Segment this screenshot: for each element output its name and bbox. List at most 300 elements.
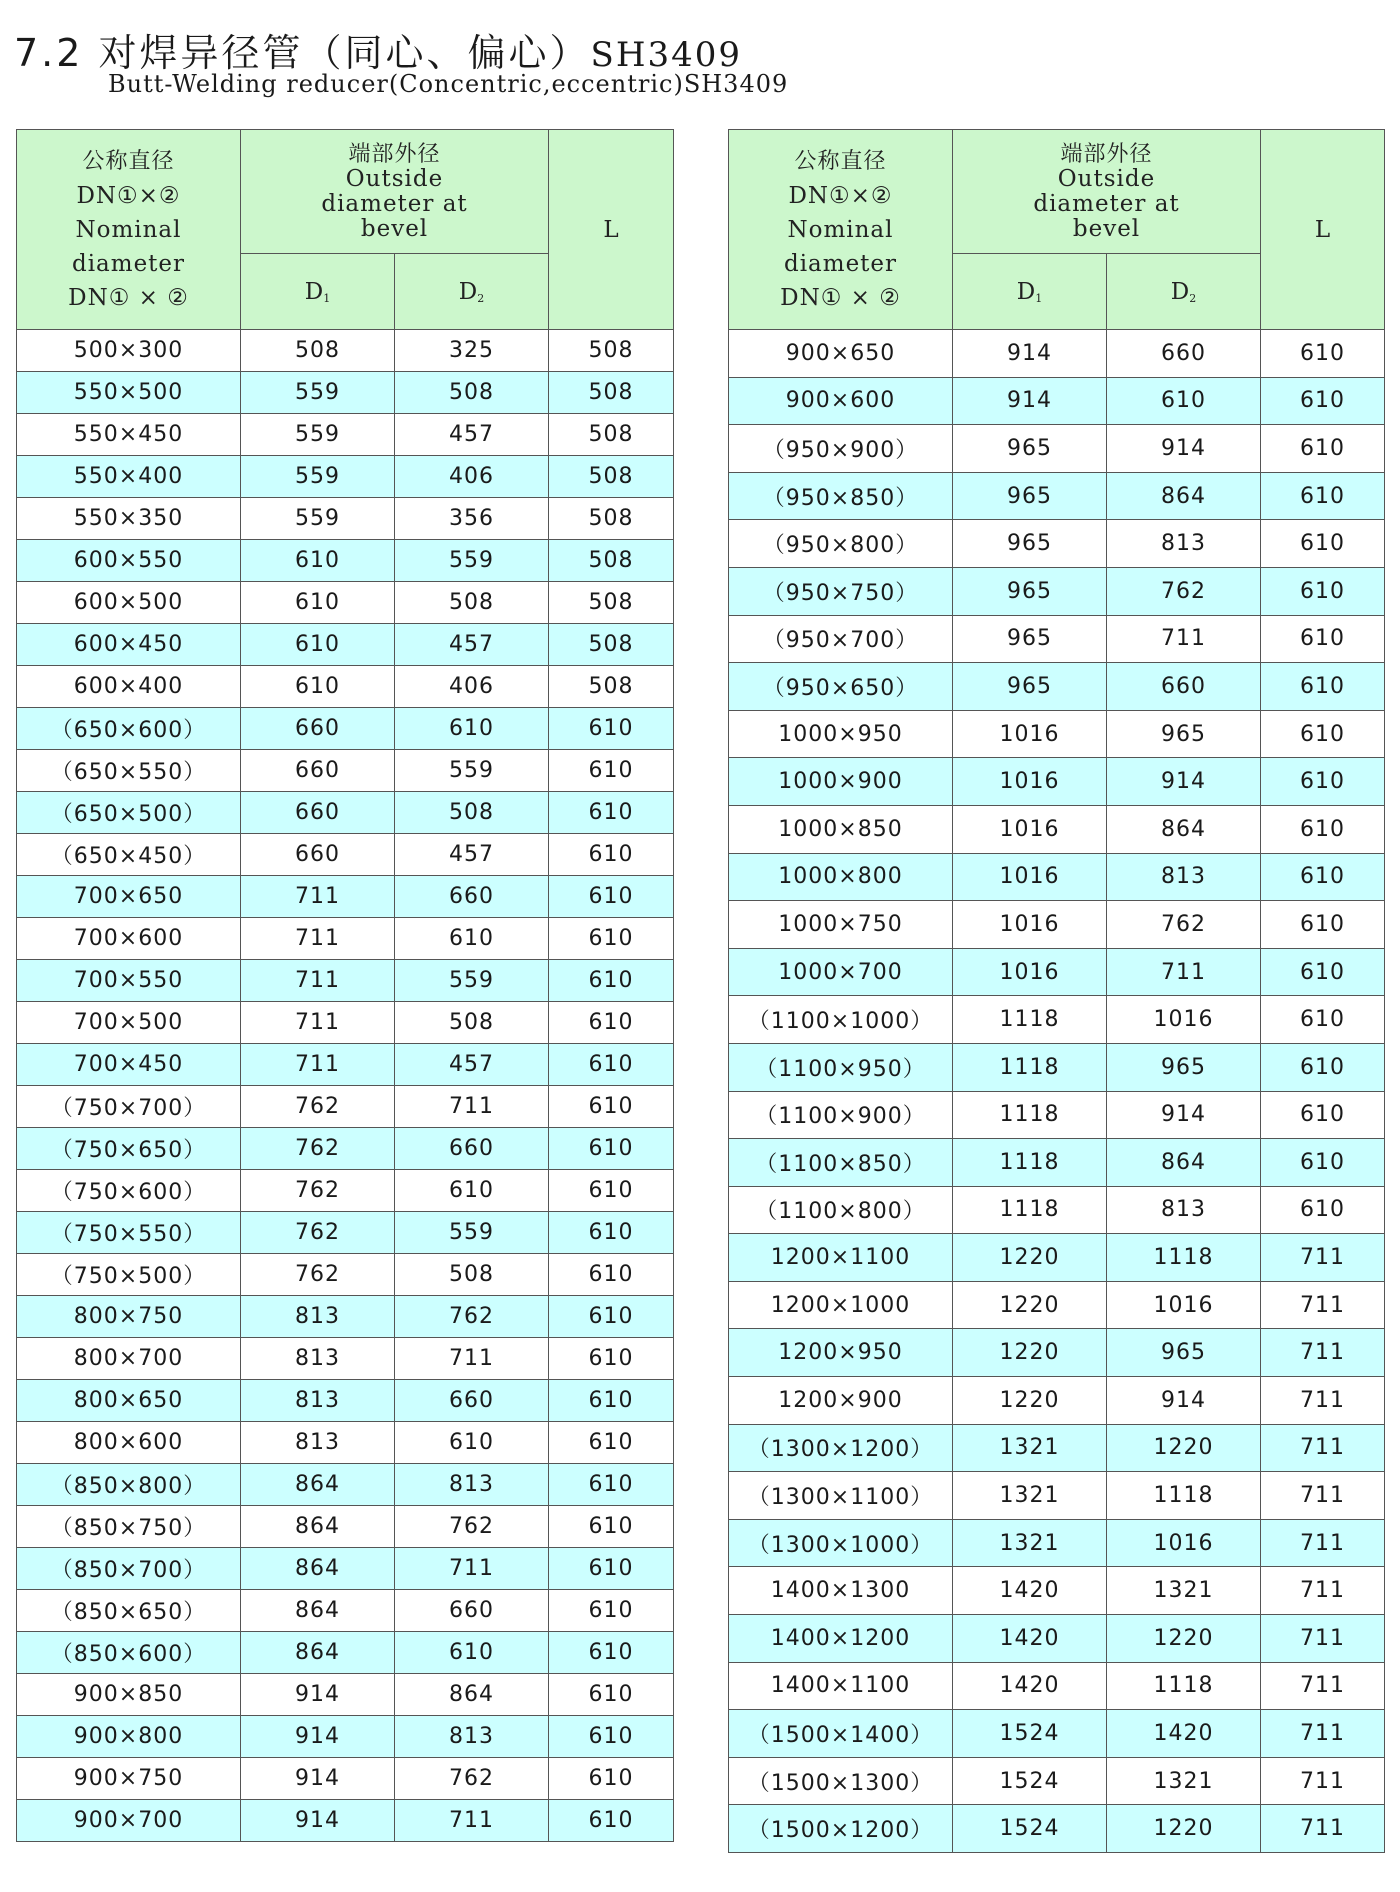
cell-d2: 610 — [395, 918, 549, 960]
reducer-table-left — [16, 129, 674, 1842]
cell-d2: 660 — [395, 1590, 549, 1632]
table-row — [729, 853, 1385, 901]
cell-d2: 864 — [395, 1674, 549, 1716]
cell-d2: 711 — [395, 1800, 549, 1842]
cell-d2: 610 — [1107, 377, 1261, 425]
header-d1-subscript: 1 — [323, 291, 331, 305]
cell-d2: 457 — [395, 414, 549, 456]
header-od-cn: 端部外径 — [1060, 141, 1153, 167]
cell-d2: 406 — [395, 666, 549, 708]
cell-d1: 1220 — [953, 1329, 1107, 1377]
title-standard-code: SH3409 — [590, 35, 743, 75]
table-row — [729, 1472, 1385, 1520]
cell-length: 610 — [1261, 901, 1385, 949]
table-row — [729, 1757, 1385, 1805]
cell-nominal-size: 700×450 — [17, 1044, 241, 1086]
cell-nominal-size: （1500×1300） — [729, 1757, 953, 1805]
cell-d2: 1220 — [1107, 1615, 1261, 1663]
cell-d1: 965 — [953, 472, 1107, 520]
cell-d2: 559 — [395, 960, 549, 1002]
cell-nominal-size: 600×450 — [17, 624, 241, 666]
title-chinese: 对焊异径管（同心、偏心） — [98, 31, 591, 75]
cell-d1: 610 — [241, 624, 395, 666]
cell-d2: 508 — [395, 1002, 549, 1044]
cell-d1: 813 — [241, 1422, 395, 1464]
cell-length: 610 — [549, 1254, 674, 1296]
cell-d2: 325 — [395, 330, 549, 372]
cell-nominal-size: （1100×1000） — [729, 996, 953, 1044]
cell-length: 610 — [1261, 710, 1385, 758]
cell-nominal-size: 900×750 — [17, 1758, 241, 1800]
cell-d1: 1118 — [953, 1186, 1107, 1234]
cell-d2: 914 — [1107, 425, 1261, 473]
header-d2-letter: D — [458, 278, 478, 305]
cell-d1: 711 — [241, 918, 395, 960]
cell-length: 610 — [1261, 1186, 1385, 1234]
header-nominal-cn: 公称直径 — [82, 148, 175, 174]
cell-d1: 1016 — [953, 805, 1107, 853]
cell-length: 711 — [1261, 1234, 1385, 1282]
cell-d1: 660 — [241, 792, 395, 834]
cell-d2: 356 — [395, 498, 549, 540]
cell-d2: 508 — [395, 1254, 549, 1296]
header-d1 — [241, 254, 395, 330]
cell-nominal-size: 1000×700 — [729, 948, 953, 996]
header-d1-subscript: 1 — [1035, 291, 1043, 305]
cell-d2: 1118 — [1107, 1234, 1261, 1282]
cell-d2: 1118 — [1107, 1472, 1261, 1520]
table-row — [17, 1044, 674, 1086]
cell-d2: 965 — [1107, 1043, 1261, 1091]
cell-length: 610 — [549, 1716, 674, 1758]
cell-d2: 610 — [395, 1170, 549, 1212]
cell-nominal-size: 1000×900 — [729, 758, 953, 806]
cell-d1: 1016 — [953, 948, 1107, 996]
cell-length: 610 — [549, 1296, 674, 1338]
cell-d2: 610 — [395, 708, 549, 750]
cell-length: 508 — [549, 498, 674, 540]
cell-d1: 864 — [241, 1632, 395, 1674]
cell-nominal-size: （950×650） — [729, 663, 953, 711]
cell-d2: 457 — [395, 1044, 549, 1086]
cell-nominal-size: 550×400 — [17, 456, 241, 498]
cell-d1: 1220 — [953, 1377, 1107, 1425]
cell-length: 508 — [549, 540, 674, 582]
header-nominal-code-2: DN① × ② — [68, 284, 189, 311]
cell-d2: 813 — [1107, 1186, 1261, 1234]
cell-nominal-size: 550×350 — [17, 498, 241, 540]
cell-d1: 864 — [241, 1590, 395, 1632]
cell-nominal-size: （750×550） — [17, 1212, 241, 1254]
cell-nominal-size: （1100×950） — [729, 1043, 953, 1091]
cell-d1: 559 — [241, 372, 395, 414]
cell-d2: 762 — [1107, 567, 1261, 615]
cell-length: 610 — [1261, 425, 1385, 473]
cell-nominal-size: 800×750 — [17, 1296, 241, 1338]
cell-nominal-size: （950×800） — [729, 520, 953, 568]
table-row — [729, 1567, 1385, 1615]
table-row — [729, 901, 1385, 949]
cell-length: 508 — [549, 414, 674, 456]
cell-nominal-size: 600×550 — [17, 540, 241, 582]
table-row — [17, 1506, 674, 1548]
header-nominal-code-2: DN① × ② — [780, 284, 901, 311]
reducer-table-right — [728, 129, 1385, 1853]
cell-d1: 1524 — [953, 1757, 1107, 1805]
cell-length: 610 — [549, 708, 674, 750]
table-row — [17, 666, 674, 708]
cell-d2: 711 — [395, 1086, 549, 1128]
cell-d2: 813 — [395, 1716, 549, 1758]
cell-length: 610 — [549, 1338, 674, 1380]
cell-d1: 762 — [241, 1128, 395, 1170]
cell-d2: 559 — [395, 540, 549, 582]
cell-d1: 711 — [241, 876, 395, 918]
cell-length: 610 — [549, 1800, 674, 1842]
cell-d1: 762 — [241, 1254, 395, 1296]
cell-nominal-size: 1000×750 — [729, 901, 953, 949]
cell-d1: 914 — [241, 1800, 395, 1842]
cell-length: 610 — [549, 1086, 674, 1128]
header-nominal-en-1: Nominal — [787, 216, 894, 243]
cell-d1: 610 — [241, 582, 395, 624]
table-row — [17, 624, 674, 666]
cell-d1: 1016 — [953, 901, 1107, 949]
header-d2 — [1107, 254, 1261, 330]
cell-d1: 559 — [241, 498, 395, 540]
header-od-en-1: Outside — [345, 165, 444, 192]
cell-d1: 660 — [241, 834, 395, 876]
header-nominal-code: DN①×② — [76, 182, 181, 209]
table-row — [729, 520, 1385, 568]
cell-nominal-size: 900×700 — [17, 1800, 241, 1842]
cell-d1: 1321 — [953, 1472, 1107, 1520]
cell-length: 610 — [549, 1464, 674, 1506]
cell-d2: 711 — [1107, 615, 1261, 663]
cell-d2: 864 — [1107, 805, 1261, 853]
cell-d1: 711 — [241, 1044, 395, 1086]
cell-nominal-size: 1400×1100 — [729, 1662, 953, 1710]
cell-d1: 559 — [241, 414, 395, 456]
cell-length: 610 — [549, 1212, 674, 1254]
cell-length: 508 — [549, 624, 674, 666]
cell-nominal-size: （1100×850） — [729, 1139, 953, 1187]
cell-nominal-size: （850×700） — [17, 1548, 241, 1590]
cell-nominal-size: （650×500） — [17, 792, 241, 834]
table-row — [729, 472, 1385, 520]
cell-length: 711 — [1261, 1567, 1385, 1615]
cell-d2: 508 — [395, 372, 549, 414]
cell-length: 711 — [1261, 1710, 1385, 1758]
cell-length: 610 — [549, 792, 674, 834]
cell-d2: 762 — [395, 1506, 549, 1548]
cell-d1: 965 — [953, 425, 1107, 473]
cell-d2: 914 — [1107, 758, 1261, 806]
cell-length: 610 — [1261, 1091, 1385, 1139]
cell-length: 508 — [549, 582, 674, 624]
cell-d1: 762 — [241, 1170, 395, 1212]
header-outside-diameter — [953, 130, 1261, 254]
cell-d1: 1220 — [953, 1281, 1107, 1329]
table-row — [729, 1234, 1385, 1282]
header-nominal-en-1: Nominal — [75, 216, 182, 243]
table-row — [17, 1632, 674, 1674]
cell-d1: 813 — [241, 1380, 395, 1422]
cell-nominal-size: （950×750） — [729, 567, 953, 615]
cell-nominal-size: 1200×1100 — [729, 1234, 953, 1282]
cell-length: 610 — [549, 1380, 674, 1422]
table-row — [17, 330, 674, 372]
table-row — [729, 330, 1385, 378]
cell-length: 610 — [1261, 615, 1385, 663]
cell-nominal-size: （750×500） — [17, 1254, 241, 1296]
cell-length: 610 — [1261, 472, 1385, 520]
cell-length: 610 — [549, 1128, 674, 1170]
cell-length: 508 — [549, 456, 674, 498]
table-row — [17, 498, 674, 540]
cell-d2: 965 — [1107, 710, 1261, 758]
cell-d2: 508 — [395, 792, 549, 834]
cell-d1: 864 — [241, 1548, 395, 1590]
cell-length: 610 — [1261, 853, 1385, 901]
cell-nominal-size: 700×600 — [17, 918, 241, 960]
header-d2 — [395, 254, 549, 330]
cell-d2: 914 — [1107, 1091, 1261, 1139]
table-row — [729, 996, 1385, 1044]
cell-d2: 711 — [1107, 948, 1261, 996]
cell-d1: 1420 — [953, 1567, 1107, 1615]
cell-length: 610 — [549, 1632, 674, 1674]
table-row — [17, 1086, 674, 1128]
cell-length: 610 — [549, 918, 674, 960]
cell-nominal-size: （850×650） — [17, 1590, 241, 1632]
cell-nominal-size: 900×650 — [729, 330, 953, 378]
cell-nominal-size: 1400×1200 — [729, 1615, 953, 1663]
cell-length: 610 — [549, 960, 674, 1002]
table-row — [729, 1043, 1385, 1091]
header-outside-diameter — [241, 130, 549, 254]
cell-length: 610 — [1261, 805, 1385, 853]
cell-nominal-size: 1400×1300 — [729, 1567, 953, 1615]
cell-length: 508 — [549, 666, 674, 708]
cell-length: 610 — [549, 1674, 674, 1716]
table-row — [17, 708, 674, 750]
cell-nominal-size: （950×900） — [729, 425, 953, 473]
table-row — [17, 1170, 674, 1212]
cell-d1: 610 — [241, 666, 395, 708]
header-length: L — [549, 130, 674, 330]
cell-nominal-size: 1200×900 — [729, 1377, 953, 1425]
cell-d1: 711 — [241, 1002, 395, 1044]
cell-d1: 813 — [241, 1338, 395, 1380]
cell-length: 610 — [1261, 1139, 1385, 1187]
cell-d2: 660 — [1107, 330, 1261, 378]
table-row — [17, 1800, 674, 1842]
table-row — [17, 1716, 674, 1758]
cell-length: 610 — [1261, 520, 1385, 568]
cell-d1: 965 — [953, 615, 1107, 663]
cell-length: 610 — [549, 1170, 674, 1212]
cell-nominal-size: （1500×1200） — [729, 1805, 953, 1853]
table-row — [729, 1186, 1385, 1234]
cell-nominal-size: 550×500 — [17, 372, 241, 414]
table-row — [17, 582, 674, 624]
table-row — [17, 1212, 674, 1254]
table-row — [729, 425, 1385, 473]
cell-length: 508 — [549, 372, 674, 414]
cell-nominal-size: 1200×1000 — [729, 1281, 953, 1329]
cell-d1: 762 — [241, 1212, 395, 1254]
cell-nominal-size: （1300×1000） — [729, 1519, 953, 1567]
table-row — [17, 540, 674, 582]
header-nominal-diameter — [17, 130, 241, 330]
cell-d2: 457 — [395, 834, 549, 876]
cell-length: 711 — [1261, 1329, 1385, 1377]
cell-d1: 762 — [241, 1086, 395, 1128]
cell-d2: 1016 — [1107, 1519, 1261, 1567]
cell-d1: 1016 — [953, 758, 1107, 806]
table-body-left — [17, 330, 674, 1842]
title-number: 7.2 — [14, 31, 84, 75]
header-od-en-1: Outside — [1057, 165, 1156, 192]
cell-d1: 965 — [953, 520, 1107, 568]
cell-nominal-size: 1000×800 — [729, 853, 953, 901]
cell-nominal-size: 700×500 — [17, 1002, 241, 1044]
cell-d2: 406 — [395, 456, 549, 498]
cell-d1: 914 — [241, 1716, 395, 1758]
cell-length: 610 — [1261, 567, 1385, 615]
cell-d1: 813 — [241, 1296, 395, 1338]
header-length: L — [1261, 130, 1385, 330]
header-od-en-3: bevel — [1072, 215, 1141, 242]
cell-d2: 762 — [1107, 901, 1261, 949]
cell-length: 610 — [549, 1002, 674, 1044]
cell-d1: 1016 — [953, 710, 1107, 758]
table-row — [729, 1091, 1385, 1139]
cell-d1: 660 — [241, 750, 395, 792]
table-row — [17, 1464, 674, 1506]
header-d2-subscript: 2 — [1189, 291, 1197, 305]
cell-nominal-size: 800×650 — [17, 1380, 241, 1422]
table-row — [729, 377, 1385, 425]
cell-nominal-size: 600×500 — [17, 582, 241, 624]
cell-d1: 864 — [241, 1506, 395, 1548]
cell-d1: 711 — [241, 960, 395, 1002]
cell-d1: 508 — [241, 330, 395, 372]
cell-d1: 1321 — [953, 1424, 1107, 1472]
cell-nominal-size: 500×300 — [17, 330, 241, 372]
cell-d2: 660 — [395, 1128, 549, 1170]
cell-length: 508 — [549, 330, 674, 372]
header-d2-letter: D — [1170, 278, 1190, 305]
table-row — [729, 1139, 1385, 1187]
cell-d2: 864 — [1107, 472, 1261, 520]
cell-nominal-size: 800×600 — [17, 1422, 241, 1464]
cell-d2: 1220 — [1107, 1805, 1261, 1853]
cell-d2: 660 — [1107, 663, 1261, 711]
table-row — [17, 792, 674, 834]
header-od-cn: 端部外径 — [348, 141, 441, 167]
header-od-en-3: bevel — [360, 215, 429, 242]
cell-length: 610 — [1261, 377, 1385, 425]
cell-d2: 762 — [395, 1296, 549, 1338]
table-row — [17, 1002, 674, 1044]
cell-d2: 610 — [395, 1422, 549, 1464]
cell-length: 610 — [549, 834, 674, 876]
cell-d1: 1524 — [953, 1710, 1107, 1758]
cell-d1: 965 — [953, 663, 1107, 711]
table-row — [17, 834, 674, 876]
table-row — [17, 1674, 674, 1716]
cell-d2: 457 — [395, 624, 549, 666]
cell-nominal-size: 1000×850 — [729, 805, 953, 853]
table-body-right — [729, 330, 1385, 1853]
cell-length: 711 — [1261, 1805, 1385, 1853]
table-row — [17, 876, 674, 918]
table-row — [729, 567, 1385, 615]
table-row — [17, 372, 674, 414]
cell-nominal-size: （950×700） — [729, 615, 953, 663]
table-row — [17, 918, 674, 960]
cell-d2: 610 — [395, 1632, 549, 1674]
table-row — [729, 1329, 1385, 1377]
cell-d1: 914 — [241, 1674, 395, 1716]
cell-d2: 1420 — [1107, 1710, 1261, 1758]
table-row — [729, 758, 1385, 806]
table-row — [729, 948, 1385, 996]
cell-length: 711 — [1261, 1424, 1385, 1472]
cell-d1: 1220 — [953, 1234, 1107, 1282]
cell-length: 711 — [1261, 1519, 1385, 1567]
table-row — [729, 1662, 1385, 1710]
cell-nominal-size: 1000×950 — [729, 710, 953, 758]
cell-d2: 965 — [1107, 1329, 1261, 1377]
table-row — [729, 710, 1385, 758]
table-row — [17, 750, 674, 792]
cell-nominal-size: 1200×950 — [729, 1329, 953, 1377]
cell-d1: 965 — [953, 567, 1107, 615]
cell-nominal-size: （1100×800） — [729, 1186, 953, 1234]
cell-length: 610 — [549, 1590, 674, 1632]
table-row — [17, 1128, 674, 1170]
cell-nominal-size: 900×800 — [17, 1716, 241, 1758]
table-row — [729, 1805, 1385, 1853]
cell-d2: 813 — [395, 1464, 549, 1506]
cell-d1: 914 — [953, 377, 1107, 425]
cell-length: 711 — [1261, 1472, 1385, 1520]
cell-d1: 1420 — [953, 1662, 1107, 1710]
cell-nominal-size: （1300×1200） — [729, 1424, 953, 1472]
cell-d2: 508 — [395, 582, 549, 624]
table-row — [17, 1296, 674, 1338]
cell-d2: 1321 — [1107, 1757, 1261, 1805]
cell-nominal-size: 900×850 — [17, 1674, 241, 1716]
header-nominal-en-2: diameter — [71, 250, 186, 277]
cell-length: 610 — [1261, 1043, 1385, 1091]
cell-d1: 914 — [241, 1758, 395, 1800]
table-row — [729, 805, 1385, 853]
table-row — [729, 663, 1385, 711]
cell-length: 610 — [549, 1044, 674, 1086]
cell-d1: 1118 — [953, 996, 1107, 1044]
header-od-en-2: diameter at — [1033, 190, 1180, 217]
cell-length: 711 — [1261, 1615, 1385, 1663]
cell-nominal-size: （850×800） — [17, 1464, 241, 1506]
header-d1-letter: D — [304, 278, 324, 305]
cell-length: 610 — [1261, 663, 1385, 711]
header-nominal-en-2: diameter — [783, 250, 898, 277]
cell-nominal-size: 900×600 — [729, 377, 953, 425]
